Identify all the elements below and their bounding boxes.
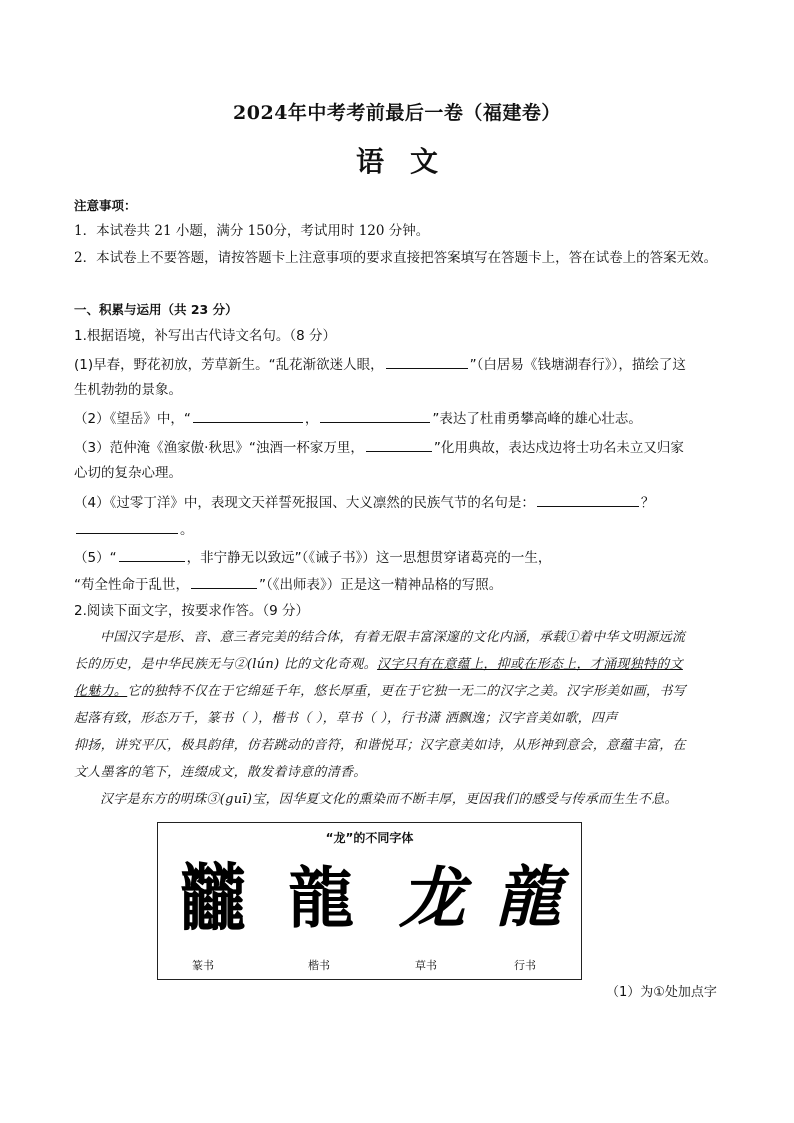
caption-cursive: 草书 [415,959,437,972]
q1-item-1-cont: 生机勃勃的景象。 [74,382,182,398]
q1-item-4 [74,492,654,513]
dragon-fonts-figure [157,822,582,980]
answer-blank[interactable] [366,437,432,452]
passage-line-7: 汉字是东方的明珠③(guī)宝，因华夏文化的熏染而不断丰厚，更因我们的感受与传承而生生不息。 [100,792,678,807]
answer-blank[interactable] [320,408,430,423]
q1-item-3 [74,437,684,458]
q1-item-5-text-b: ，非宁静无以致远”（《诫子书》）这一思想贯穿诸葛亮的一生， [186,550,552,566]
q1-item-3-text-b: ”化用典故，表达戍边将士功名未立又归家 [433,440,684,456]
notice-item-2: 2．本试卷上不要答题，请按答题卡上注意事项的要求直接把答案填写在答题卡上，答在试卷上的答案无效。 [74,250,718,266]
q1-item-2-text-b: ， [304,411,319,427]
notice-heading: 注意事项： [74,198,137,213]
q1-item-2 [74,408,642,429]
figure-title: “龙”的不同字体 [325,831,414,845]
passage-line-1: 中国汉字是形、音、意三者完美的结合体，有着无限丰富深邃的文化内涵，承载①着中华文明源远流 [100,630,686,645]
caption-seal: 篆书 [192,959,214,972]
underlined-sentence: 汉字只有在意蕴上，抑或在形态上，才涌现独特的文 [376,657,683,672]
cursive-script-glyph: 龙 [399,859,465,937]
q1-item-4-cont [74,519,194,540]
answer-blank[interactable] [76,519,178,534]
regular-script-glyph: 龍 [288,859,354,937]
exam-title: 2024年中考考前最后一卷（福建卷） [233,102,561,124]
q1-item-5-text-a: （5）“ [74,550,117,566]
notice-item-1: 1．本试卷共 21 小题，满分 150分，考试用时 120 分钟。 [74,223,430,239]
answer-blank[interactable] [537,492,639,507]
caption-regular: 楷书 [308,959,330,972]
passage-line-5: 抑扬，讲究平仄，极具韵律，仿若跳动的音符，和谐悦耳；汉字意美如诗，从形神到意会，意蕴丰富，在 [74,738,686,753]
q1-item-2-text-a: （2）《望岳》中，“ [74,411,191,427]
q1-item-1-text-a: (1)早春，野花初放，芳草新生。“乱花渐欲迷人眼， [74,357,384,373]
caption-running: 行书 [514,959,536,972]
passage-line-3 [74,682,686,702]
answer-blank[interactable] [119,547,185,562]
q1-item-5-text-d: ”（《出师表》）正是这一精神品格的写照。 [259,577,503,593]
subject-title: 语文 [355,145,464,178]
underlined-sentence-end: 化魅力。 [74,684,128,699]
answer-blank[interactable] [191,574,257,589]
q1-item-1-text-b: ”（白居易《钱塘湖春行》），描绘了这 [469,357,686,373]
section-heading: 一、积累与运用（共 23 分） [74,302,238,317]
q1-item-2-text-c: ”表达了杜甫勇攀高峰的雄心壮志。 [432,411,642,427]
seal-script-glyph: 龖 [180,855,246,941]
answer-blank[interactable] [386,354,468,369]
passage-line-2-a: 长的历史，是中华民族无与②(lún) 比的文化奇观。 [74,657,377,672]
q1-item-5 [74,547,551,568]
q1-item-5-cont [74,574,502,595]
q1-item-1 [74,354,686,375]
q2-subquestion-1: （1）为①处加点字 [606,985,717,1000]
passage-line-3-b: 它的独特不仅在于它绵延千年，悠长厚重，更在于它独一无二的汉字之美。汉字形美如画，书写 [127,684,686,699]
q1-stem: 1.根据语境，补写出古代诗文名句。（8 分） [74,328,337,344]
passage-line-4: 起落有致，形态万千，篆书（ ），楷书（ ），草书（ ），行书潇 洒飘逸；汉字音美如歌，四声 [74,711,618,726]
answer-blank[interactable] [193,408,303,423]
q1-item-4-text-b: ？ [640,495,655,511]
q1-item-4-text-a: （4）《过零丁洋》中，表现文天祥誓死报国、大义凛然的民族气节的名句是： [74,495,535,511]
passage-line-6: 文人墨客的笔下，连缀成文，散发着诗意的清香。 [74,765,367,780]
q1-item-4-text-c: 。 [180,522,194,538]
q1-item-5-text-c: “苟全性命于乱世， [74,577,189,593]
running-script-glyph: 龍 [495,859,561,936]
q1-item-3-text-a: （3）范仲淹《渔家傲·秋思》“浊酒一杯家万里， [74,440,364,456]
passage-line-2 [74,655,683,675]
q2-stem: 2.阅读下面文字，按要求作答。（9 分） [74,603,310,619]
q1-item-3-cont: 心切的复杂心理。 [74,465,182,481]
